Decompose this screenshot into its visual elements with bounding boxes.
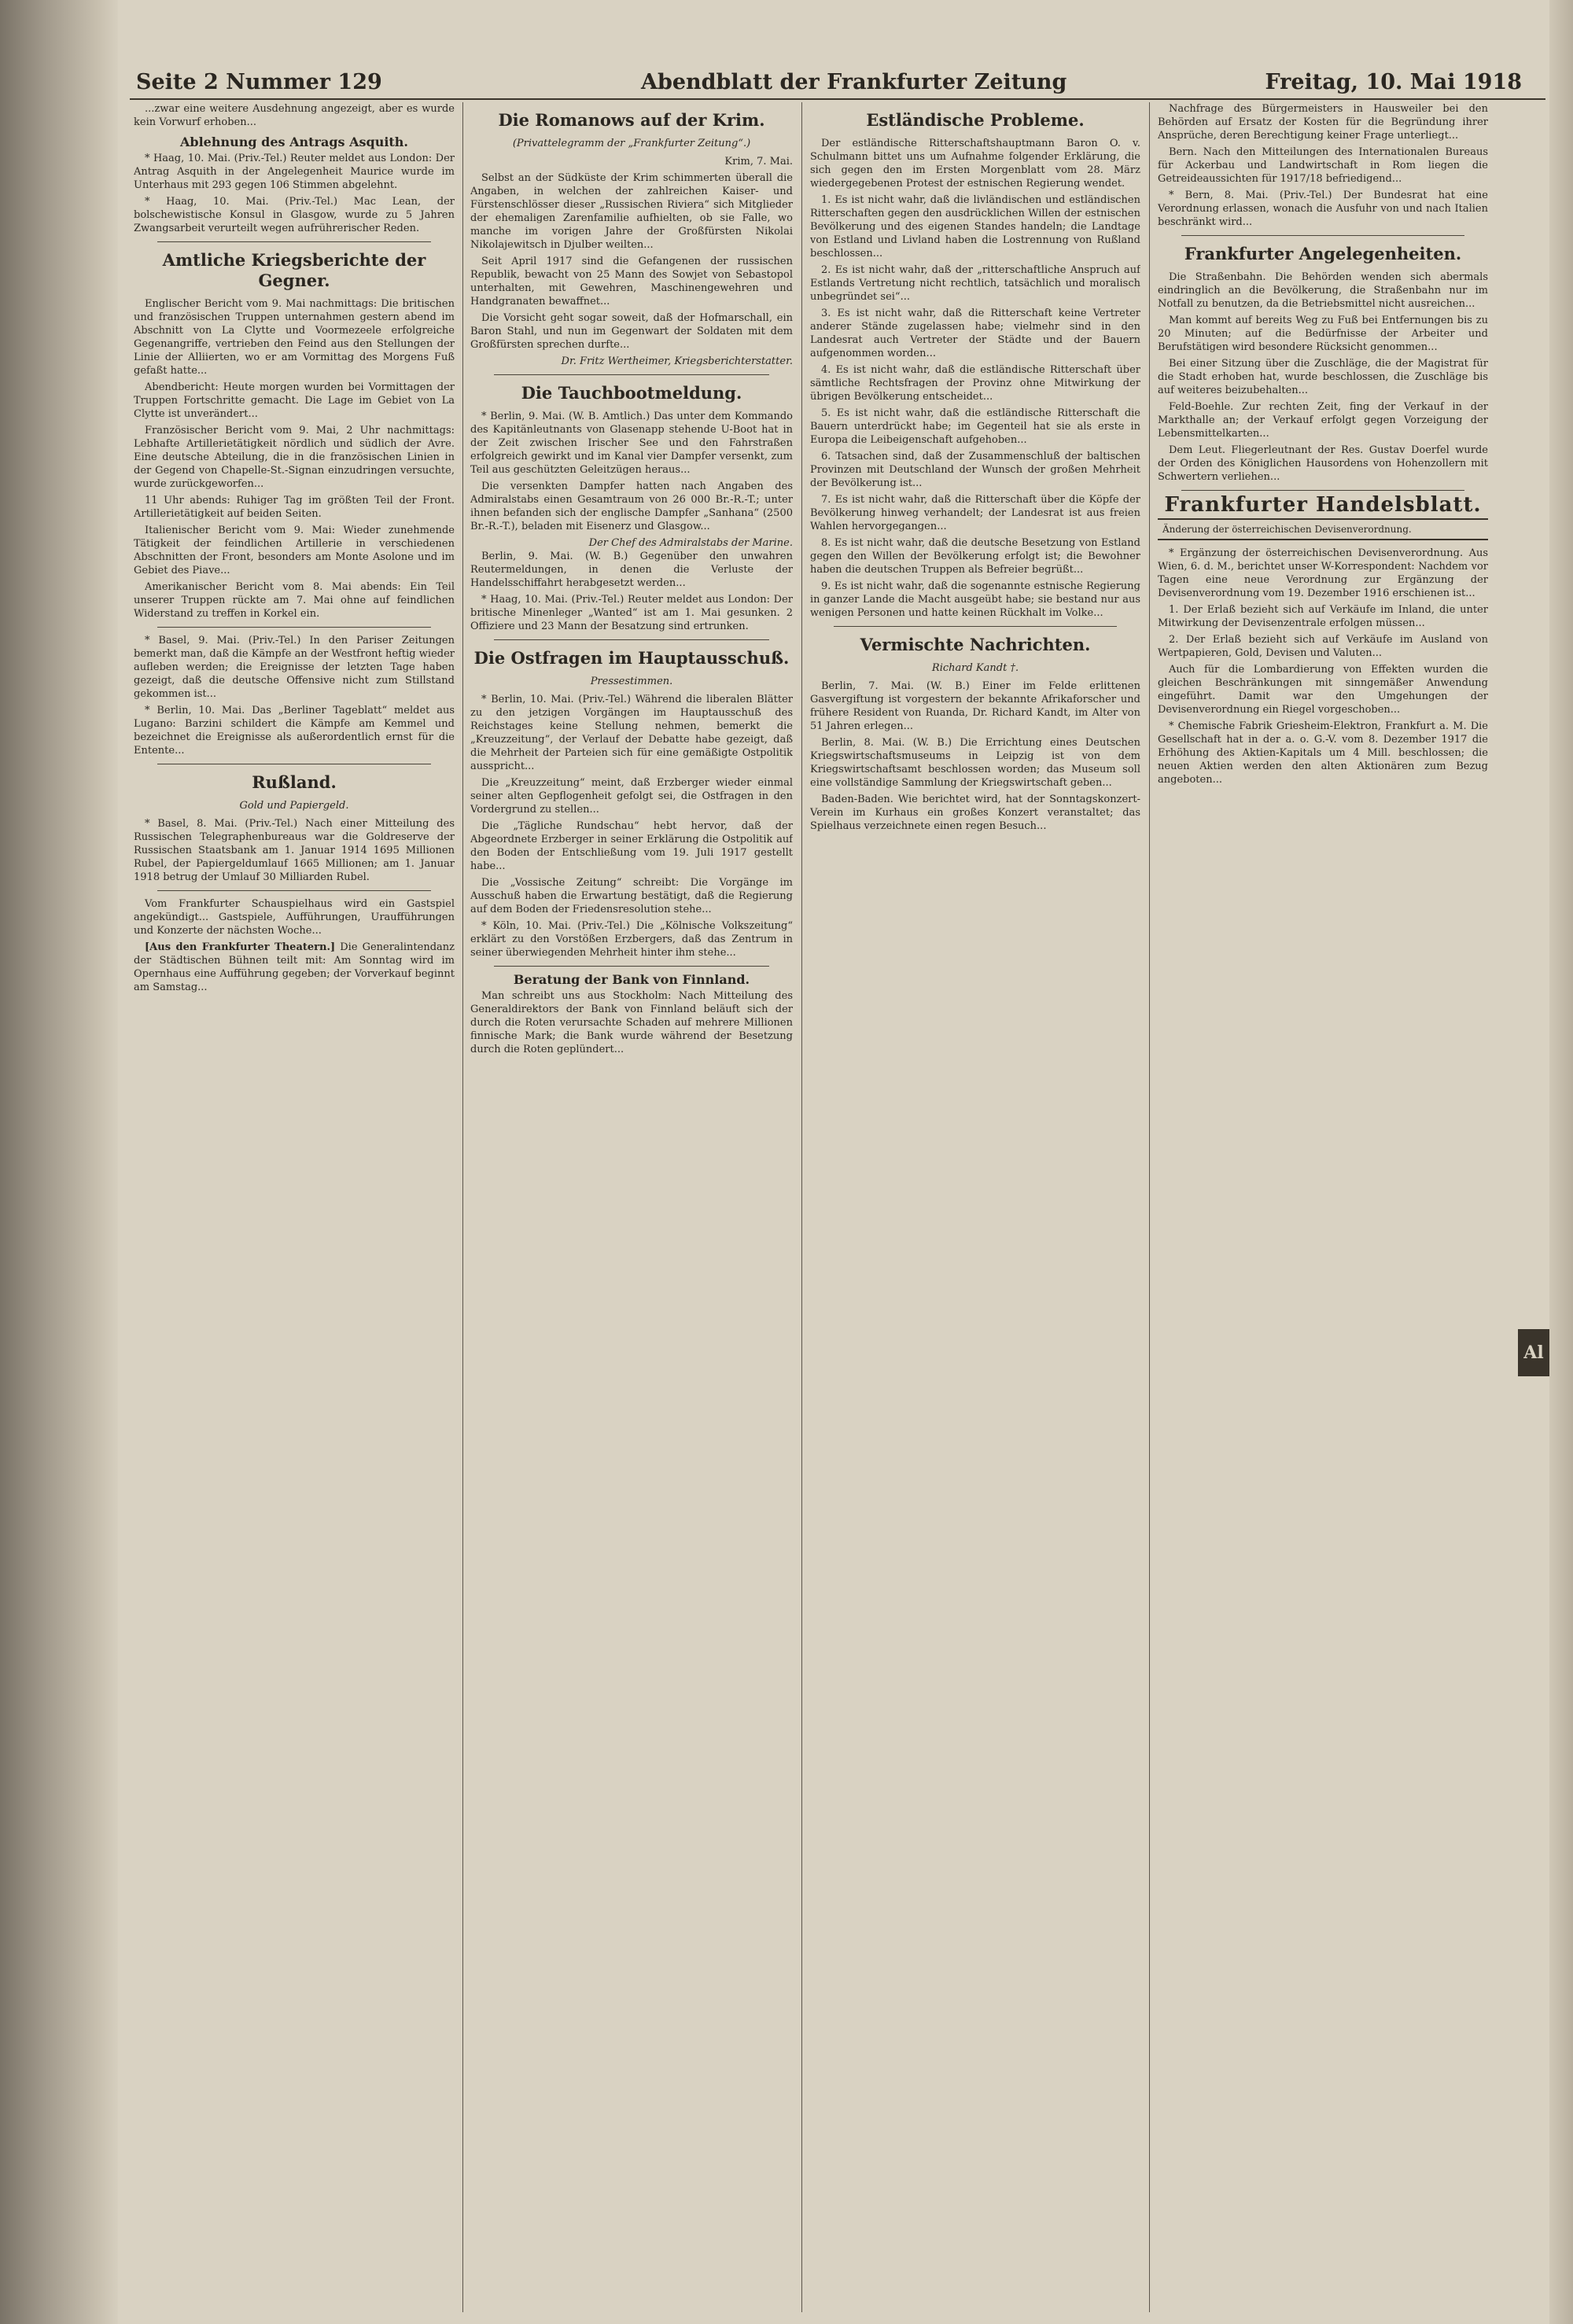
- headline-handelsblatt: Frankfurter Handelsblatt.: [1164, 493, 1482, 517]
- article-text: Französischer Bericht vom 9. Mai, 2 Uhr nachmittags: Lebhafte Artillerietätigkeit nördlich und südlich der Avre. Eine deutsche Abteilung, die in die französischen Linien in der Gegend von Chapelle-St.-Signan einzudringen versuchte, wurde zurückgeworfen...: [134, 425, 455, 490]
- article-text: Dem Leut. Fliegerleutnant der Res. Gustav Doerfel wurde der Orden des Königlichen Hausordens von Hohenzollern mit Schwertern verliehen...: [1158, 444, 1488, 483]
- article-text: Vom Frankfurter Schauspielhaus wird ein Gastspiel angekündigt... Gastspiele, Aufführungen, Uraufführungen und Konzerte der nächsten Woche...: [134, 898, 455, 937]
- article-text: * Haag, 10. Mai. (Priv.-Tel.) Mac Lean, der bolschewistische Konsul in Glasgow, wurde zu 5 Jahren Zwangsarbeit verurteilt wegen aufrührerischer Reden.: [134, 196, 455, 234]
- column-rule: [462, 102, 463, 2312]
- article-text: [Aus den Frankfurter Theatern.] Die Generalintendanz der Städtischen Bühnen teilt mit: Am Sonntag wird im Opernhaus eine Aufführung gegeben; der Vorverkauf beginnt am Samstag...: [134, 941, 455, 993]
- theater-head: [Aus den Frankfurter Theatern.]: [145, 941, 336, 953]
- headline-russland: Rußland.: [252, 772, 337, 792]
- header-page-number: Seite 2 Nummer 129: [136, 70, 382, 94]
- article-text: 1. Der Erlaß bezieht sich auf Verkäufe im Inland, die unter Mitwirkung der Devisenzentrale erfolgen müssen...: [1158, 604, 1488, 629]
- article-text: * Haag, 10. Mai. (Priv.-Tel.) Reuter meldet aus London: Der Antrag Asquith in der Angelegenheit Maurice wurde im Unterhaus mit 293 gegen 106 Stimmen abgelehnt.: [134, 153, 455, 191]
- header-masthead: Abendblatt der Frankfurter Zeitung: [641, 70, 1067, 94]
- article-text: 8. Es ist nicht wahr, daß die deutsche Besetzung von Estland gegen den Willen der Bevölkerung erfolgt ist; die Bewohner haben die deutschen Truppen als Befreier begrüßt...: [810, 537, 1140, 576]
- article-text: Auch für die Lombardierung von Effekten wurden die gleichen Beschränkungen mit sinngemäßer Anwendung eingeführt. Damit war den Umgehungen der Devisenverordnung ein Riegel vorgeschoben...: [1158, 664, 1488, 716]
- article-text: Berlin, 8. Mai. (W. B.) Die Errichtung eines Deutschen Kriegswirtschaftsmuseums in Leipzig ist von dem Kriegswirtschaftsamt beschlossen worden; das Museum soll eine vollständige Sammlung der Kriegswirtschaft geben...: [810, 737, 1140, 789]
- article-text: Man schreibt uns aus Stockholm: Nach Mitteilung des Generaldirektors der Bank von Finnland beläuft sich der durch die Roten verursachte Schaden auf mehrere Millionen finnische Mark; die Bank wurde während der Besetzung durch die Roten geplündert...: [470, 990, 793, 1055]
- column-rule: [801, 102, 802, 2312]
- article-text: 7. Es ist nicht wahr, daß die Ritterschaft über die Köpfe der Bevölkerung hinweg verhandelt; der Landesrat ist aus freien Wahlen hervorgegangen...: [810, 494, 1140, 532]
- article-text: * Berlin, 9. Mai. (W. B. Amtlich.) Das unter dem Kommando des Kapitänleutnants von Glasenapp stehende U-Boot hat in der Zeit zwischen Irischer See und den Fahrstraßen erfolgreich gewirkt und im Kanal vier Dampfer versenkt, zum Teil aus geschützten Geleitzügen heraus...: [470, 411, 793, 476]
- article-text: * Basel, 8. Mai. (Priv.-Tel.) Nach einer Mitteilung des Russischen Telegraphenbureaus war die Goldreserve der Russischen Staatsbank am 1. Januar 1914 1695 Millionen Rubel, der Papiergeldumlauf 1665 Millionen; am 1. Januar 1918 betrug der Umlauf 30 Milliarden Rubel.: [134, 818, 455, 883]
- divider: [1181, 490, 1464, 491]
- article-text: 1. Es ist nicht wahr, daß die livländischen und estländischen Ritterschaften gegen den ausdrücklichen Willen der estnischen Bevölkerung und des eigenen Standes handeln; die Landtage von Estland und Livland haben die Lostrennung von Rußland beschlossen...: [810, 194, 1140, 260]
- article-text: * Berlin, 10. Mai. (Priv.-Tel.) Während die liberalen Blätter zu den jetzigen Vorgängen im Hauptausschuß des Reichstages keine Stellung nehmen, bemerkt die „Kreuzzeitung“, der Verlauf der Debatte habe gezeigt, daß die Mehrheit der Parteien sich für eine gemäßigte Ostpolitik ausspricht...: [470, 694, 793, 772]
- article-text: * Köln, 10. Mai. (Priv.-Tel.) Die „Kölnische Volkszeitung“ erklärt zu den Vorstößen Erzbergers, daß das Zentrum in seiner überwiegenden Mehrheit hinter ihm stehe...: [470, 920, 793, 959]
- article-text: * Berlin, 10. Mai. Das „Berliner Tageblatt“ meldet aus Lugano: Barzini schildert die Kämpfe am Kemmel und bezeichnet die Ereignisse als außerordentlich ernst für die Entente...: [134, 705, 455, 757]
- divider: [1181, 235, 1464, 236]
- article-text: 2. Es ist nicht wahr, daß der „ritterschaftliche Anspruch auf Estlands Vertretung nicht rechtlich, tatsächlich und moralisch unbegründet sei“...: [810, 264, 1140, 303]
- article-text: * Ergänzung der österreichischen Devisenverordnung. Aus Wien, 6. d. M., berichtet unser W-Korrespondent: Nachdem vor Tagen eine neue Verordnung zur Ergänzung der Devisenverordnung vom 19. Dezember 1916 erschienen ist...: [1158, 547, 1488, 599]
- article-text: Die „Kreuzzeitung“ meint, daß Erzberger wieder einmal seiner alten Gepflogenheit gefolgt sei, die Ostfragen in den Vordergrund zu stellen...: [470, 777, 793, 816]
- page-header: [130, 67, 1545, 100]
- article-text: Die Vorsicht geht sogar soweit, daß der Hofmarschall, ein Baron Stahl, und nun im Gegenwart der Soldaten mit dem Großfürsten sprechen durfte...: [470, 312, 793, 351]
- article-text: Die „Vossische Zeitung“ schreibt: Die Vorgänge im Ausschuß haben die Erwartung bestätigt, daß die Regierung auf dem Boden der Friedensresolution stehe...: [470, 877, 793, 915]
- subheadline-russland: Gold und Papiergeld.: [239, 800, 349, 812]
- column-3: [810, 102, 1140, 2312]
- article-text: Amerikanischer Bericht vom 8. Mai abends: Ein Teil unserer Truppen rückte am 7. Mai ohne auf feindlichen Widerstand zu treffen in Korkel ein.: [134, 581, 455, 620]
- article-text: Seit April 1917 sind die Gefangenen der russischen Republik, bewacht von 25 Mann des Sowjet von Sebastopol unterhalten, mit Gewehren, Maschinengewehren und Handgranaten bewaffnet...: [470, 256, 793, 308]
- article-text: 2. Der Erlaß bezieht sich auf Verkäufe im Ausland von Wertpapieren, Gold, Devisen und Valuten...: [1158, 634, 1488, 659]
- subheadline-romanows: (Privattelegramm der „Frankfurter Zeitung“.): [512, 138, 751, 149]
- adjacent-page-fragment: Al: [1518, 1329, 1549, 1376]
- article-text: * Chemische Fabrik Griesheim-Elektron, Frankfurt a. M. Die Gesellschaft hat in der a. o. G.-V. vom 8. Dezember 1917 die Erhöhung des Aktien-Kapitals um 4 Mill. beschlossen; die neuen Aktien werden den alten Aktionären zum Bezug angeboten...: [1158, 720, 1488, 786]
- article-text: Die Straßenbahn. Die Behörden wenden sich abermals eindringlich an die Bevölkerung, die Straßenbahn nur im Notfall zu benutzen, da die Betriebsmittel nicht ausreichen...: [1158, 271, 1488, 310]
- subheadline-ostfragen: Pressestimmen.: [590, 676, 673, 687]
- article-text: 3. Es ist nicht wahr, daß die Ritterschaft keine Vertreter anderer Stände zugelassen habe; vielmehr sind in den Landesrat auch Vertreter der Städte und der Bauern aufgenommen worden...: [810, 308, 1140, 359]
- headline-asquith: Ablehnung des Antrags Asquith.: [179, 134, 408, 149]
- article-text: Bei einer Sitzung über die Zuschläge, die der Magistrat für die Stadt erhoben hat, wurde beschlossen, die Zuschläge bis auf weiteres beizubehalten...: [1158, 358, 1488, 396]
- article-text: Die „Tägliche Rundschau“ hebt hervor, daß der Abgeordnete Erzberger in seiner Erklärung die Ostpolitik auf den Boden der Entschließung vom 19. Juli 1917 gestellt habe...: [470, 820, 793, 872]
- book-binding: [0, 0, 118, 2324]
- article-text: Englischer Bericht vom 9. Mai nachmittags: Die britischen und französischen Truppen unternahmen gestern abend im Abschnitt von La Clytte und Voormezeele erfolgreiche Gegenangriffe, vertrieben den Feind aus den Stellungen der Linie der Alliierten, wo er am Vormittag des Morgens Fuß gefaßt hatte...: [134, 298, 455, 377]
- headline-tauchboot: Die Tauchbootmeldung.: [521, 383, 742, 403]
- article-text: Baden-Baden. Wie berichtet wird, hat der Sonntagskonzert-Verein im Kurhaus ein großes Konzert veranstaltet; das Spielhaus verzeichnete einen regen Besuch...: [810, 794, 1140, 832]
- article-text: Italienischer Bericht vom 9. Mai: Wieder zunehmende Tätigkeit der feindlichen Artillerie in verschiedenen Abschnitten der Front, besonders am Monte Asolone und im Gebiet des Piave...: [134, 525, 455, 576]
- column-4: [1158, 102, 1488, 2312]
- divider: [494, 374, 769, 375]
- article-text: Die versenkten Dampfer hatten nach Angaben des Admiralstabs einen Gesamtraum von 26 000 Br.-R.-T.; unter ihnen befanden sich der englische Dampfer „Sanhana“ (2500 Br.-R.-T.), beladen mit Eisenerz und Glasgow...: [470, 481, 793, 532]
- article-text: Berlin, 7. Mai. (W. B.) Einer im Felde erlittenen Gasvergiftung ist vorgestern der bekannte Afrikaforscher und frühere Resident von Ruanda, Dr. Richard Kandt, im Alter von 51 Jahren erlegen...: [810, 680, 1140, 732]
- column-rule: [1149, 102, 1150, 2312]
- article-text: Abendbericht: Heute morgen wurden bei Vormittagen der Truppen Fortschritte gemacht. Die Lage im Gebiet von La Clytte ist unverändert...: [134, 381, 455, 420]
- divider: [834, 626, 1117, 627]
- divider: [157, 627, 431, 628]
- article-text: Berlin, 9. Mai. (W. B.) Gegenüber den unwahren Reutermeldungen, in denen die Verluste der Handelsschiffahrt herabgesetzt werden...: [470, 551, 793, 589]
- headline-angelegenheiten: Frankfurter Angelegenheiten.: [1184, 244, 1462, 263]
- subheadline-kandt: Richard Kandt †.: [931, 662, 1019, 674]
- page-edge: [1549, 0, 1573, 2324]
- article-text: Der estländische Ritterschaftshauptmann Baron O. v. Schulmann bittet uns um Aufnahme folgender Erklärung, die sich gegen den im Ersten Morgenblatt vom 28. März wiedergegebenen Protest der estnischen Regierung wendet.: [810, 138, 1140, 190]
- header-date: Freitag, 10. Mai 1918: [1265, 70, 1522, 94]
- article-text: Feld-Boehle. Zur rechten Zeit, fing der Verkauf in der Markthalle an; der Verkauf erfolgt gegen Vorzeigung der Lebensmittelkarten...: [1158, 401, 1488, 440]
- article-text: 5. Es ist nicht wahr, daß die estländische Ritterschaft die Bauern unterdrückt habe; im Gegenteil hat sie als erste in Europa die Leibeigenschaft aufgehoben...: [810, 407, 1140, 446]
- article-text: Bern. Nach den Mitteilungen des Internationalen Bureaus für Ackerbau und Landwirtschaft in Rom liegen die Getreideaussichten für 1917/18 befriedigend...: [1158, 146, 1488, 185]
- article-text: 6. Tatsachen sind, daß der Zusammenschluß der baltischen Provinzen mit Deutschland der Wunsch der großen Mehrheit der Bevölkerung ist...: [810, 451, 1140, 489]
- byline: Dr. Fritz Wertheimer, Kriegsberichterstatter.: [561, 355, 793, 367]
- article-text: Man kommt auf bereits Weg zu Fuß bei Entfernungen bis zu 20 Minuten; auf die Bedürfnisse der Arbeiter und Berufstätigen wird besondere Rücksicht genommen...: [1158, 315, 1488, 353]
- article-text: 9. Es ist nicht wahr, daß die sogenannte estnische Regierung in ganzer Lande die Macht ausgeübt habe; sie bestand nur aus wenigen Personen und hatte keinen Rückhalt im Volke...: [810, 580, 1140, 619]
- article-text: * Bern, 8. Mai. (Priv.-Tel.) Der Bundesrat hat eine Verordnung erlassen, wonach die Ausfuhr von und nach Italien beschränkt wird...: [1158, 190, 1488, 228]
- article-text: 11 Uhr abends: Ruhiger Tag im größten Teil der Front. Artillerietätigkeit auf beiden Seiten.: [134, 495, 455, 520]
- headline-bank: Beratung der Bank von Finnland.: [513, 972, 750, 987]
- divider: [494, 639, 769, 640]
- article-text: ...zwar eine weitere Ausdehnung angezeigt, aber es wurde kein Vorwurf erhoben...: [134, 103, 455, 128]
- headline-ostfragen: Die Ostfragen im Hauptausschuß.: [473, 648, 790, 668]
- headline-estland: Estländische Probleme.: [866, 110, 1085, 130]
- byline: Der Chef des Admiralstabs der Marine.: [588, 537, 793, 549]
- headline-vermischtes: Vermischte Nachrichten.: [860, 635, 1091, 654]
- column-1: [134, 102, 455, 2312]
- article-text: 4. Es ist nicht wahr, daß die estländische Ritterschaft über sämtliche Rechtsfragen der Provinz ohne Mitwirkung der übrigen Bevölkerung entscheidet...: [810, 364, 1140, 403]
- headline-kriegsberichte: Amtliche Kriegsberichte der Gegner.: [162, 250, 426, 290]
- column-2: [470, 102, 793, 2312]
- article-text: Nachfrage des Bürgermeisters in Hausweiler bei den Behörden auf Ersatz der Kosten für die Begründung ihrer Ansprüche, deren Berechtigung keiner Frage unterliegt...: [1158, 103, 1488, 142]
- article-text: Selbst an der Südküste der Krim schimmerten überall die Angaben, in welchen der zahlreichen Kaiser- und Fürstenschlösser dieser „Russischen Riviera“ sich Mitglieder der ehemaligen Zarenfamilie aufhielten, ob sie Falle, wo manche im vorigen Jahre der Großfürsten Nikolai Nikolajewitsch in Djulber weilten...: [470, 172, 793, 251]
- handelsblatt-subhead: Änderung der österreichischen Devisenverordnung.: [1158, 518, 1488, 540]
- divider: [157, 241, 431, 242]
- headline-romanows: Die Romanows auf der Krim.: [498, 110, 765, 130]
- dateline: Krim, 7. Mai.: [724, 156, 793, 168]
- divider: [157, 890, 431, 891]
- divider: [494, 966, 769, 967]
- article-text: * Basel, 9. Mai. (Priv.-Tel.) In den Pariser Zeitungen bemerkt man, daß die Kämpfe an der Westfront heftig wieder aufleben werden; die Ereignisse der letzten Tage haben gezeigt, daß die deutsche Offensive nicht zum Stillstand gekommen ist...: [134, 635, 455, 700]
- article-text: * Haag, 10. Mai. (Priv.-Tel.) Reuter meldet aus London: Der britische Minenleger „Wanted“ ist am 1. Mai gesunken. 2 Offiziere und 23 Mann der Besatzung sind ertrunken.: [470, 594, 793, 632]
